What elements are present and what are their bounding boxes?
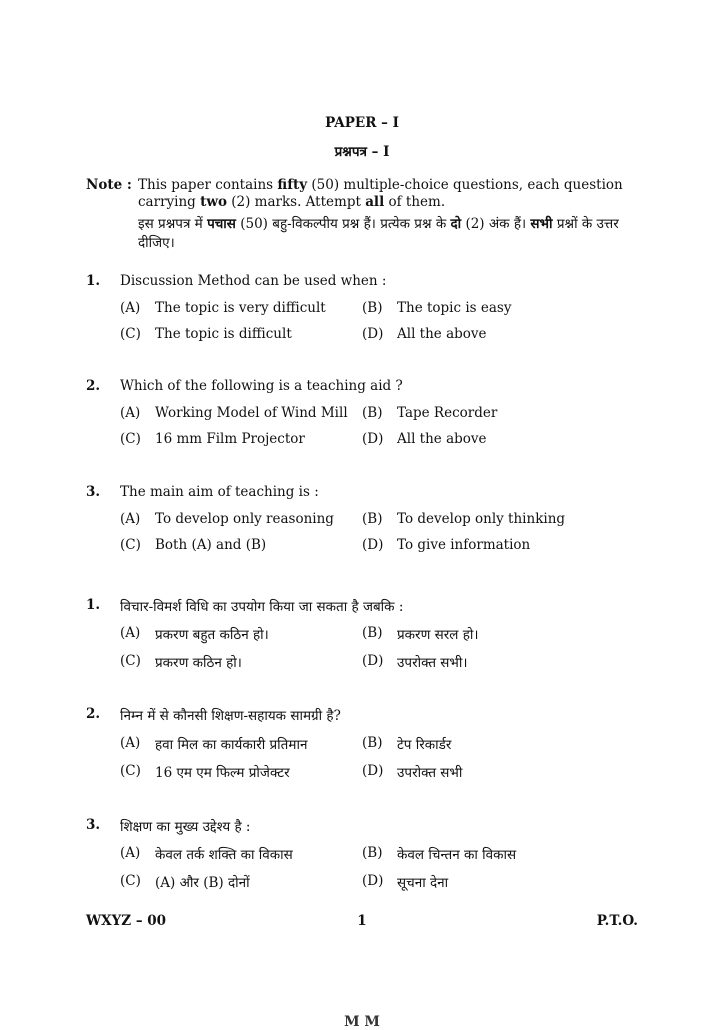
- option-text: The topic is very difficult: [155, 300, 326, 316]
- pto-label: P.T.O.: [596, 913, 638, 929]
- note-hindi: इस प्रश्नपत्र में पचास (50) बहु-विकल्पीय प्रश्न हैं। प्रत्येक प्रश्न के दो (2) अंक हैं। सभी प्रश्नों के उत्तर दीजिए।: [138, 216, 619, 251]
- option-text: प्रकरण बहुत कठिन हो।: [155, 627, 269, 643]
- option-label: (A): [120, 735, 141, 751]
- option-label: (D): [362, 653, 384, 669]
- paper-title: PAPER – I: [325, 115, 399, 131]
- option-label: (B): [362, 845, 383, 861]
- option-label: (A): [120, 405, 141, 421]
- option-text: To develop only thinking: [397, 511, 566, 527]
- paper-code: WXYZ – 00: [86, 913, 167, 929]
- option-text: प्रकरण कठिन हो।: [155, 655, 242, 671]
- page-number: 1: [357, 913, 367, 929]
- note-english: This paper contains fifty (50) multiple-choice questions, each question carrying two (2) marks. Attempt all of them.: [138, 177, 623, 210]
- option-text: Both (A) and (B): [155, 537, 267, 553]
- question-text: Which of the following is a teaching aid ?: [120, 378, 403, 394]
- option-text: केवल चिन्तन का विकास: [397, 847, 517, 863]
- option-text: टेप रिकार्डर: [397, 737, 452, 753]
- option-label: (D): [362, 763, 384, 779]
- question-number: 3.: [86, 484, 101, 500]
- option-label: (B): [362, 511, 383, 527]
- question-number: 1.: [86, 273, 101, 289]
- question-number: 3.: [86, 817, 101, 833]
- option-label: (A): [120, 625, 141, 641]
- option-label: (B): [362, 735, 383, 751]
- question-number: 2.: [86, 706, 101, 722]
- option-text: (A) और (B) दोनों: [155, 875, 250, 891]
- bottom-mark: M M: [344, 1014, 380, 1030]
- option-text: To develop only reasoning: [155, 511, 334, 527]
- option-text: केवल तर्क शक्ति का विकास: [155, 847, 293, 863]
- question-text: शिक्षण का मुख्य उद्देश्य है :: [120, 819, 251, 835]
- option-label: (D): [362, 326, 384, 342]
- option-text: 16 mm Film Projector: [155, 431, 305, 447]
- option-text: All the above: [397, 326, 487, 342]
- option-label: (C): [120, 873, 141, 889]
- option-label: (A): [120, 511, 141, 527]
- question-text: निम्न में से कौनसी शिक्षण-सहायक सामग्री है?: [120, 708, 341, 724]
- option-label: (D): [362, 873, 384, 889]
- option-label: (A): [120, 845, 141, 861]
- note-label: Note :: [86, 177, 132, 193]
- paper-title-hindi: प्रश्नपत्र – I: [334, 144, 390, 160]
- option-label: (B): [362, 300, 383, 316]
- option-text: The topic is difficult: [155, 326, 292, 342]
- option-label: (D): [362, 537, 384, 553]
- question-text: विचार-विमर्श विधि का उपयोग किया जा सकता है जबकि :: [120, 599, 404, 615]
- option-text: All the above: [397, 431, 487, 447]
- option-text: सूचना देना: [397, 875, 449, 891]
- option-label: (A): [120, 300, 141, 316]
- option-label: (B): [362, 625, 383, 641]
- option-text: Tape Recorder: [397, 405, 498, 421]
- option-label: (B): [362, 405, 383, 421]
- option-text: उपरोक्त सभी: [397, 765, 463, 781]
- option-label: (C): [120, 431, 141, 447]
- option-label: (C): [120, 537, 141, 553]
- option-label: (C): [120, 653, 141, 669]
- option-text: The topic is easy: [397, 300, 512, 316]
- option-label: (C): [120, 763, 141, 779]
- option-text: प्रकरण सरल हो।: [397, 627, 479, 643]
- option-text: Working Model of Wind Mill: [155, 405, 348, 421]
- option-text: To give information: [397, 537, 531, 553]
- option-label: (D): [362, 431, 384, 447]
- question-text: The main aim of teaching is :: [120, 484, 319, 500]
- option-text: 16 एम एम फिल्म प्रोजेक्टर: [155, 765, 290, 781]
- option-text: उपरोक्त सभी।: [397, 655, 468, 671]
- question-number: 1.: [86, 597, 101, 613]
- option-label: (C): [120, 326, 141, 342]
- option-text: हवा मिल का कार्यकारी प्रतिमान: [155, 737, 308, 753]
- question-text: Discussion Method can be used when :: [120, 273, 387, 289]
- question-number: 2.: [86, 378, 101, 394]
